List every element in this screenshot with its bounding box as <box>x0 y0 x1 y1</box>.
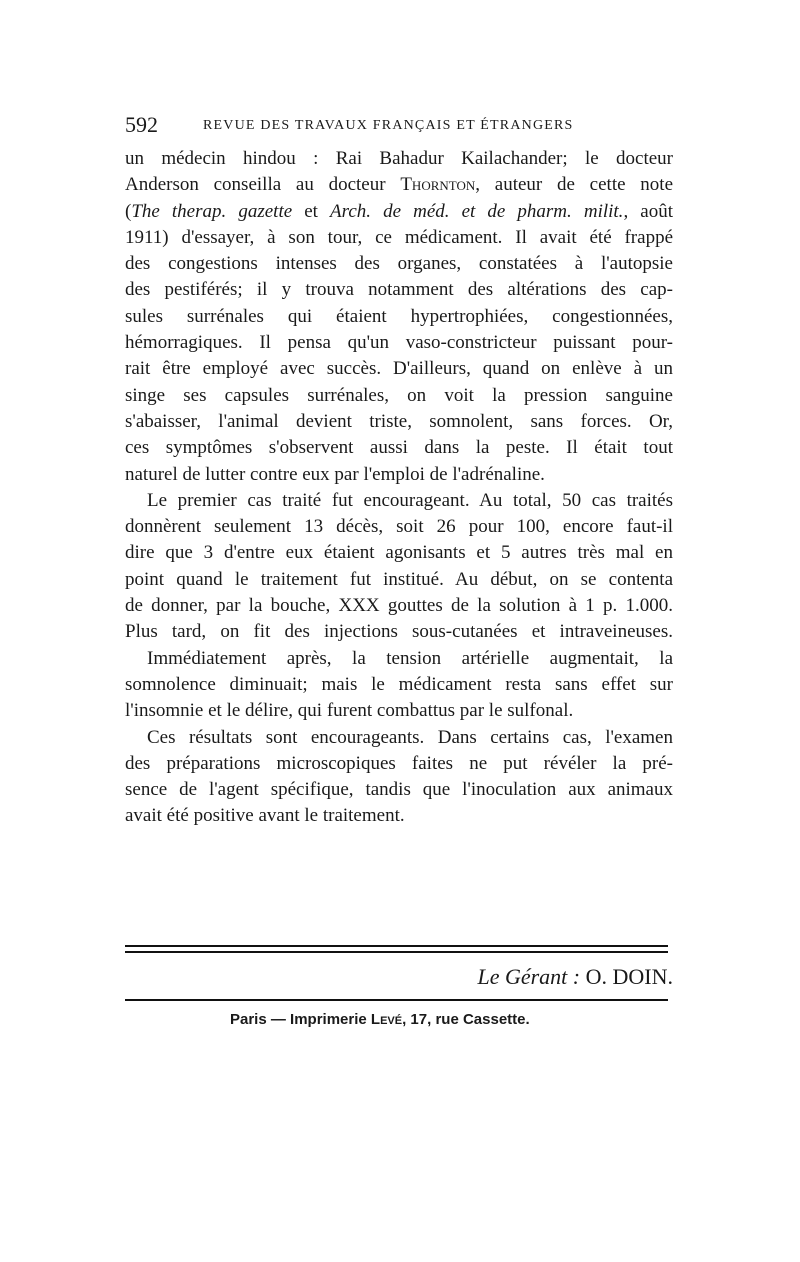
journal-title: Arch. de méd. et de pharm. milit. <box>330 200 624 222</box>
signature-name: O. DOIN. <box>585 964 673 989</box>
text-line: Plus tard, on fit des injections sous-cutanées et intraveineuses. <box>125 621 673 643</box>
text-line: de donner, par la bouche, XXX gouttes de la solution à 1 p. 1.000. <box>125 595 673 617</box>
signature-line <box>395 964 673 990</box>
text-line: sules surrénales qui étaient hypertrophiées, congestionnées, <box>125 305 673 327</box>
text-line: dire que 3 d'entre eux étaient agonisants et 5 autres très mal en <box>125 542 673 564</box>
text-line: hémorragiques. Il pensa qu'un vaso-constricteur puissant pour- <box>125 332 673 354</box>
author-name: Thornton <box>400 174 476 196</box>
text-line: ces symptômes s'observent aussi dans la peste. Il était tout <box>125 437 673 459</box>
text-line: Anderson conseilla au docteur Thornton, auteur de cette note <box>125 174 673 196</box>
text-line: singe ses capsules surrénales, on voit la pression sanguine <box>125 384 673 406</box>
page-header <box>125 112 673 142</box>
text-line: des pestiférés; il y trouva notamment des altérations des cap- <box>125 279 673 301</box>
body-text <box>125 146 673 830</box>
double-rule-bottom <box>125 951 668 953</box>
text-line: Ces résultats sont encourageants. Dans certains cas, l'examen <box>147 726 673 748</box>
text-line: donnèrent seulement 13 décès, soit 26 pour 100, encore faut-il <box>125 516 673 538</box>
text-line: l'insomnie et le délire, qui furent combattus par le sulfonal. <box>125 700 574 722</box>
footer-rule <box>125 999 668 1001</box>
printer-imprint: Paris — Imprimerie Levé, 17, rue Cassette. <box>230 1011 530 1028</box>
text-line: point quand le traitement fut institué. Au début, on se contenta <box>125 568 673 590</box>
text-line: des congestions intenses des organes, constatées à l'autopsie <box>125 253 673 275</box>
text-line: Immédiatement après, la tension artérielle augmentait, la <box>147 647 673 669</box>
text-line: sence de l'agent spécifique, tandis que l'inoculation aux animaux <box>125 779 673 801</box>
text-line: (The therap. gazette et Arch. de méd. et de pharm. milit., août <box>125 200 673 222</box>
running-title: REVUE DES TRAVAUX FRANÇAIS ET ÉTRANGERS <box>203 118 574 133</box>
paragraph-4 <box>125 725 673 830</box>
paragraph-3 <box>125 646 673 725</box>
paragraph-2 <box>125 488 673 646</box>
text-line: avait été positive avant le traitement. <box>125 805 405 827</box>
double-rule-top <box>125 945 668 947</box>
text-line: rait être employé avec succès. D'ailleurs, quand on enlève à un <box>125 358 673 380</box>
text-line: un médecin hindou : Rai Bahadur Kailachander; le docteur <box>125 148 673 169</box>
printer-name: Levé <box>370 1011 403 1028</box>
text-line: s'abaisser, l'animal devient triste, somnolent, sans forces. Or, <box>125 410 673 432</box>
text-line: Le premier cas traité fut encourageant. Au total, 50 cas traités <box>147 489 673 511</box>
text-line: naturel de lutter contre eux par l'emploi de l'adrénaline. <box>125 463 545 485</box>
text-line: des préparations microscopiques faites ne put révéler la pré- <box>125 752 673 774</box>
text-line: somnolence diminuait; mais le médicament resta sans effet sur <box>125 673 673 695</box>
journal-title: The therap. gazette <box>131 200 293 222</box>
text-line: 1911) d'essayer, à son tour, ce médicament. Il avait été frappé <box>125 226 673 248</box>
page-number: 592 <box>125 112 158 137</box>
signature-role: Le Gérant : <box>477 964 581 989</box>
paragraph-1 <box>125 146 673 488</box>
